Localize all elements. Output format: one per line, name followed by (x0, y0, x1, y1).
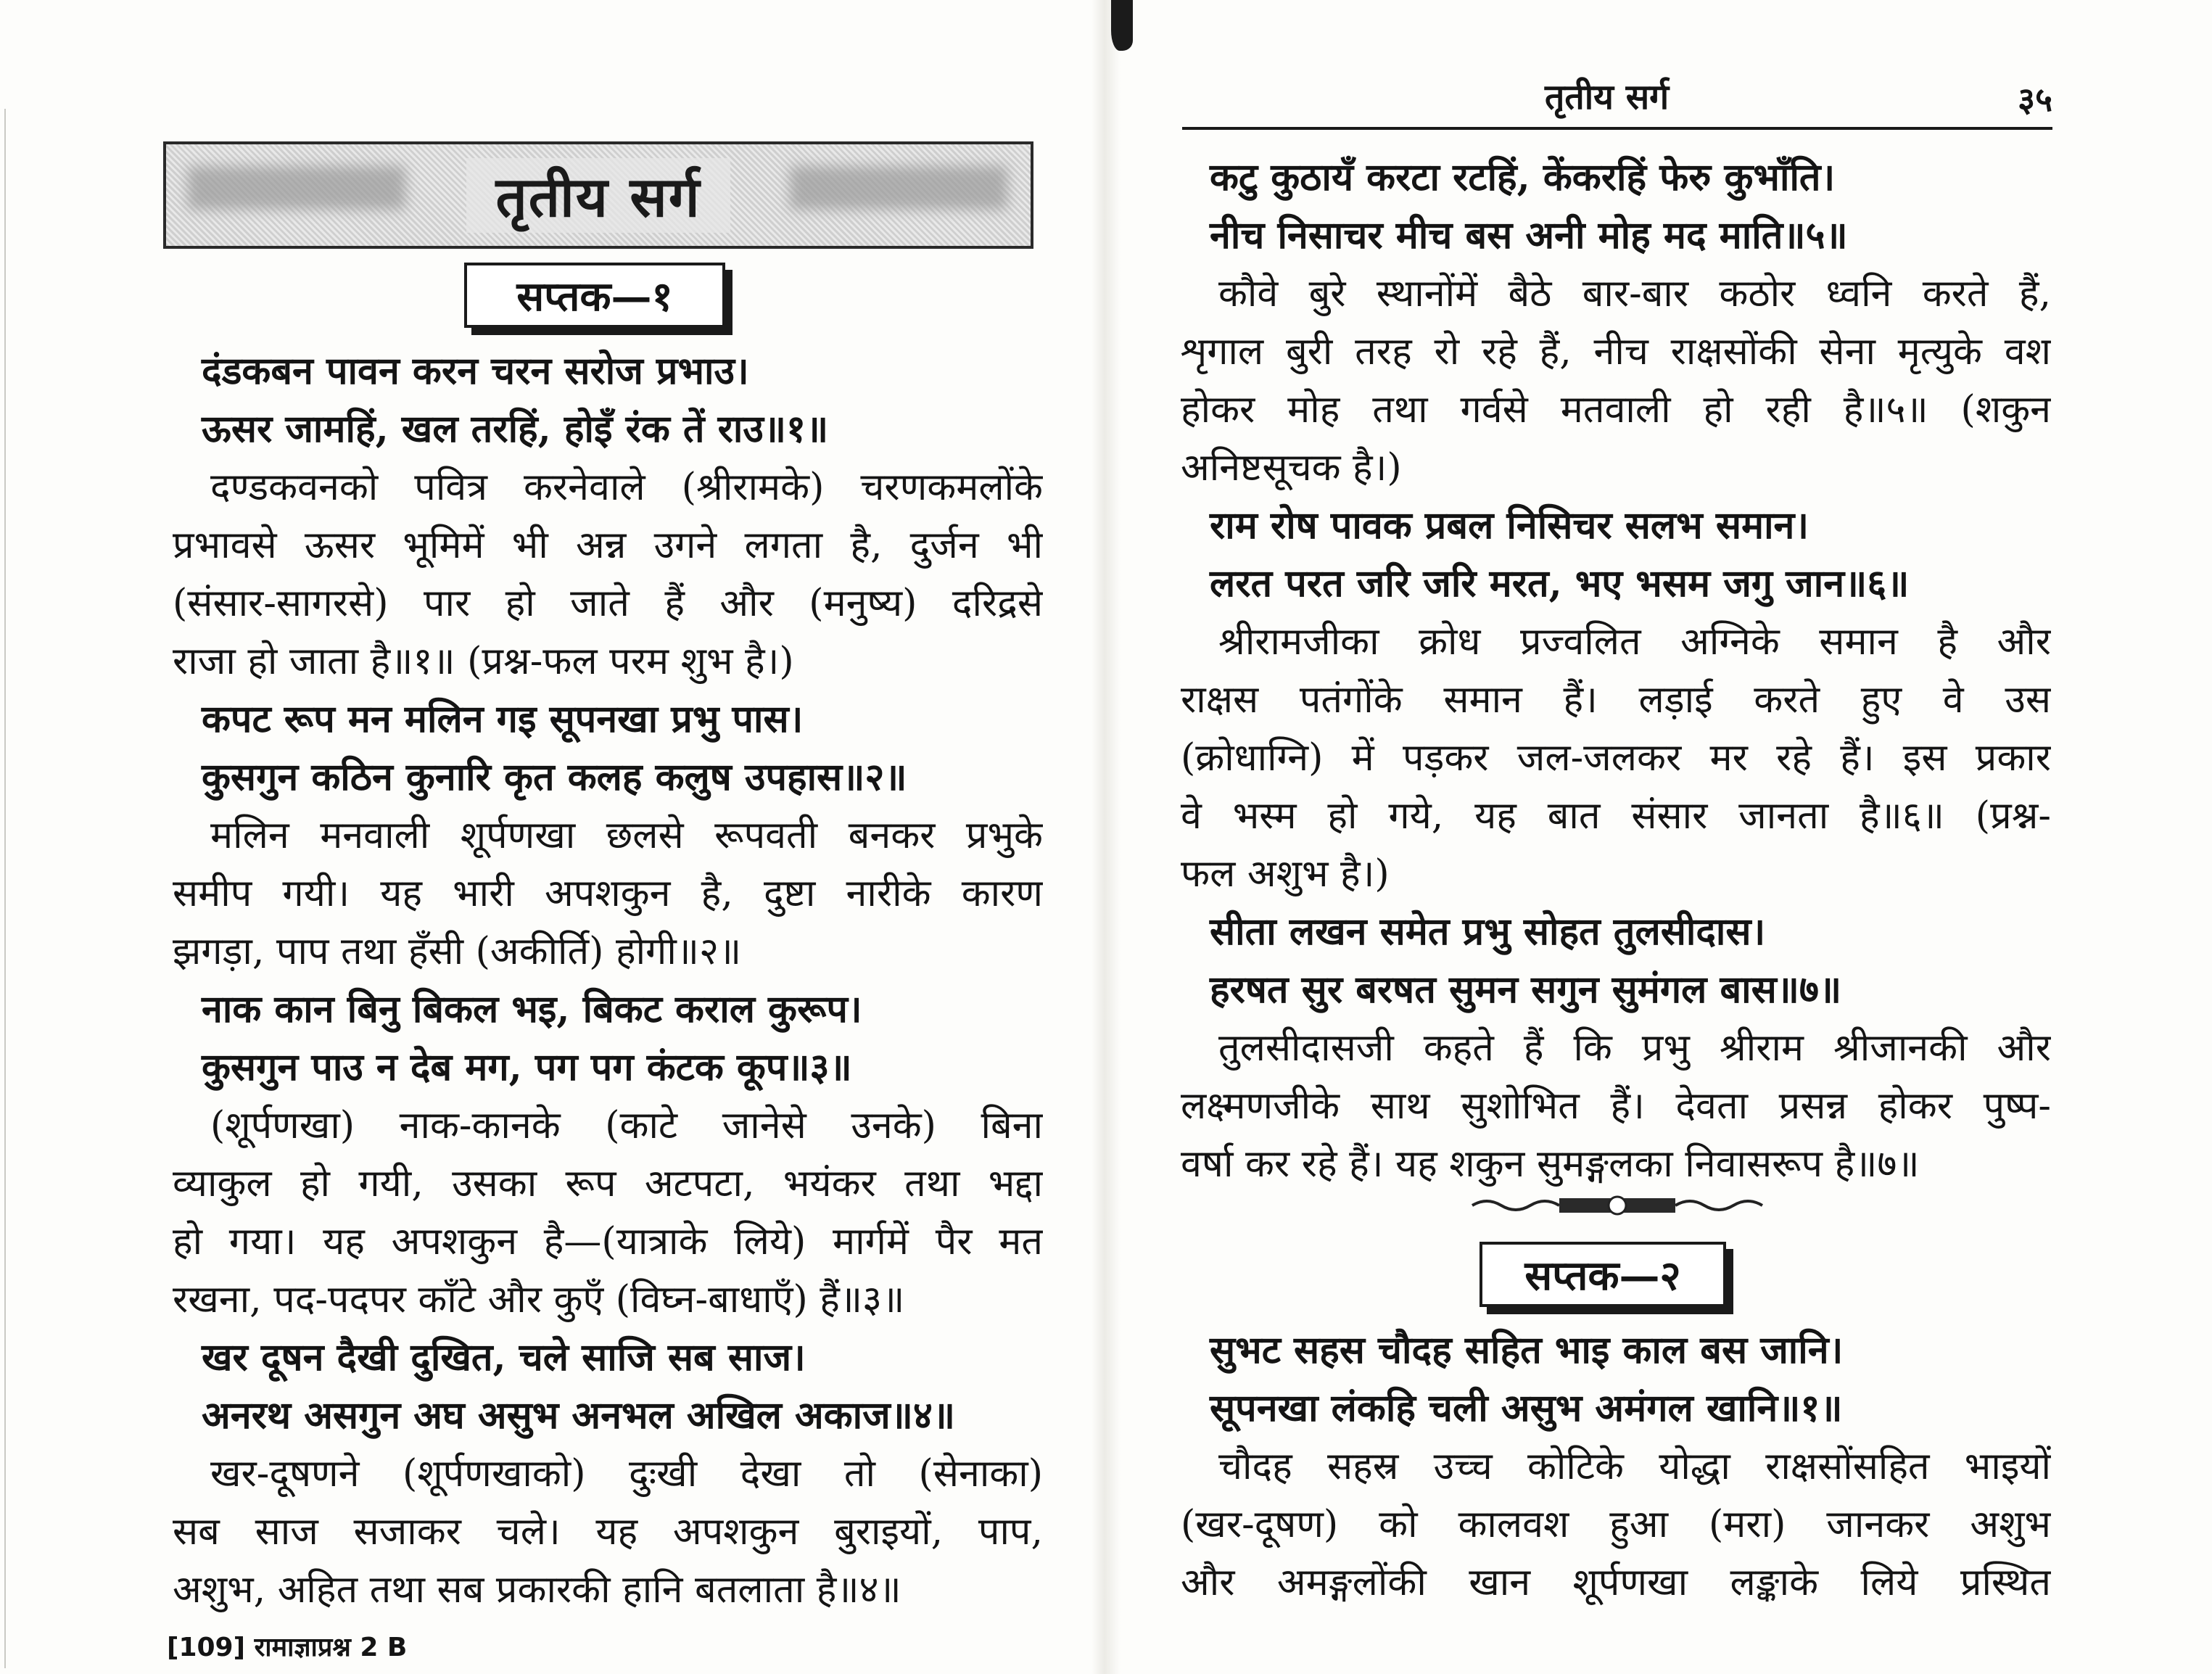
verse-line: सीता लखन समेत प्रभु सोहत तुलसीदास। (1210, 910, 1766, 954)
translation-line: समीप गयी। यह भारी अपशकुन है, दुष्टा नारीके कारण (173, 872, 1043, 915)
verse-line: दंडकबन पावन करन चरन सरोज प्रभाउ। (202, 349, 749, 393)
translation-line: राजा हो जाता है॥१॥ (प्रश्न-फल परम शुभ है।) (173, 640, 794, 683)
verse-line: हरषत सुर बरषत सुमन सगुन सुमंगल बास॥७॥ (1210, 968, 1842, 1012)
verse-line: लरत परत जरि जरि मरत, भए भसम जगु जान॥६॥ (1210, 561, 1910, 606)
translation-line: (क्रोधाग्नि) में पड़कर जल-जलकर मर रहे हैं। इस प्रकार (1181, 736, 2051, 780)
banner-pattern (790, 166, 1007, 210)
section-heading-2: सप्तक—२ (1480, 1242, 1726, 1307)
verse-line: कुसगुन कठिन कुनारि कृत कलह कलुष उपहास॥२॥ (202, 755, 907, 799)
translation-line: रखना, पद-पदपर काँटे और कुएँ (विघ्न-बाधाएँ) हैं॥३॥ (173, 1278, 905, 1322)
chapter-title: तृतीय सर्ग (466, 158, 730, 233)
verse-line: राम रोष पावक प्रबल निसिचर सलभ समान। (1210, 503, 1809, 548)
banner-pattern (188, 166, 405, 210)
translation-line: और अमङ्गलोंकी खान शूर्पणखा लङ्काके लिये प्रस्थित (1181, 1561, 2051, 1604)
running-title: तृतीय सर्ग (1545, 77, 1670, 117)
verse-line: ऊसर जामहिं, खल तरहिं, होइँ रंक तें राउ॥१॥ (202, 407, 829, 451)
translation-line: अशुभ, अहित तथा सब प्रकारकी हानि बतलाता है॥४॥ (173, 1568, 901, 1612)
verse-line: खर दूषन दैखी दुखित, चले साजि सब साज। (202, 1335, 806, 1380)
translation-line: (शूर्पणखा) नाक-कानके (काटे जानेसे उनके) बिना (210, 1104, 1043, 1147)
translation-line: कौवे बुरे स्थानोंमें बैठे बार-बार कठोर ध्वनि करते हैं, (1218, 272, 2051, 316)
left-text-column (173, 342, 1043, 1619)
translation-line: वर्षा कर रहे हैं। यह शकुन सुमङ्गलका निवासरूप है॥७॥ (1181, 1142, 1920, 1186)
verse-line: अनरथ असगुन अघ असुभ अनभल अखिल अकाज॥४॥ (202, 1393, 956, 1438)
section-heading: सप्तक—१ (464, 263, 725, 328)
verse-line: कपट रूप मन मलिन गइ सूपनखा प्रभु पास। (202, 697, 804, 741)
chapter-banner (163, 141, 1033, 249)
verse-line: सूपनखा लंकहि चली असुभ अमंगल खानि॥१॥ (1210, 1386, 1843, 1430)
translation-line: झगड़ा, पाप तथा हँसी (अकीर्ति) होगी॥२॥ (173, 930, 742, 973)
right-text-column-top (1181, 149, 2051, 1193)
translation-line: (खर-दूषण) को कालवश हुआ (मरा) जानकर अशुभ (1181, 1503, 2051, 1546)
verse-line: कुसगुन पाउ न देब मग, पग पग कंटक कूप॥३॥ (202, 1045, 852, 1089)
translation-line: मलिन मनवाली शूर्पणखा छलसे रूपवती बनकर प्रभुके (210, 814, 1043, 857)
translation-line: लक्ष्मणजीके साथ सुशोभित हैं। देवता प्रसन्न होकर पुष्प- (1181, 1084, 2051, 1128)
translation-line: राक्षस पतंगोंके समान हैं। लड़ाई करते हुए वे उस (1181, 678, 2051, 722)
translation-line: तुलसीदासजी कहते हैं कि प्रभु श्रीराम श्रीजानकी और (1218, 1026, 2051, 1070)
translation-line: सब साज सजाकर चले। यह अपशकुन बुराइयों, पाप, (173, 1510, 1043, 1554)
verse-line: नीच निसाचर मीच बस अनी मोह मद माति॥५॥ (1210, 213, 1848, 257)
section-divider-ornament (1465, 1191, 1770, 1220)
running-head (1182, 69, 2052, 130)
translation-line: (संसार-सागरसे) पार हो जाते हैं और (मनुष्य) दरिद्रसे (173, 582, 1043, 625)
translation-line: श्रीरामजीका क्रोध प्रज्वलित अग्निके समान है और (1218, 620, 2051, 664)
translation-line: होकर मोह तथा गर्वसे मतवाली हो रही है॥५॥ (शकुन (1181, 388, 2051, 432)
translation-line: हो गया। यह अपशकुन है—(यात्राके लिये) मार्गमें पैर मत (173, 1220, 1043, 1263)
translation-line: चौदह सहस्र उच्च कोटिके योद्धा राक्षसोंसहित भाइयों (1218, 1445, 2051, 1488)
translation-line: व्याकुल हो गयी, उसका रूप अटपटा, भयंकर तथा भद्दा (173, 1162, 1043, 1205)
translation-line: वे भस्म हो गये, यह बात संसार जानता है॥६॥ (प्रश्न- (1181, 794, 2051, 838)
translation-line: फल अशुभ है।) (1181, 852, 1390, 896)
translation-line: दण्डकवनको पवित्र करनेवाले (श्रीरामके) चरणकमलोंके (210, 466, 1043, 509)
page-footer: [109] रामाज्ञाप्रश्न 2 B (167, 1633, 408, 1662)
translation-line: खर-दूषणने (शूर्पणखाको) दुःखी देखा तो (सेनाका) (210, 1452, 1043, 1496)
right-text-column-bottom (1181, 1322, 2051, 1612)
translation-line: अनिष्टसूचक है।) (1181, 446, 1402, 490)
translation-line: शृगाल बुरी तरह रो रहे हैं, नीच राक्षसोंकी सेना मृत्युके वश (1181, 330, 2051, 374)
verse-line: कटु कुठायँ करटा रटहिं, केंकरहिं फेरु कुभाँति। (1210, 155, 1836, 199)
verse-line: नाक कान बिनु बिकल भइ, बिकट कराल कुरूप। (202, 987, 862, 1031)
translation-line: प्रभावसे ऊसर भूमिमें भी अन्न उगने लगता है, दुर्जन भी (173, 524, 1043, 567)
page-number: ३५ (2018, 80, 2052, 119)
verse-line: सुभट सहस चौदह सहित भाइ काल बस जानि। (1210, 1328, 1844, 1372)
divider-flourish-icon (1465, 1191, 1770, 1220)
